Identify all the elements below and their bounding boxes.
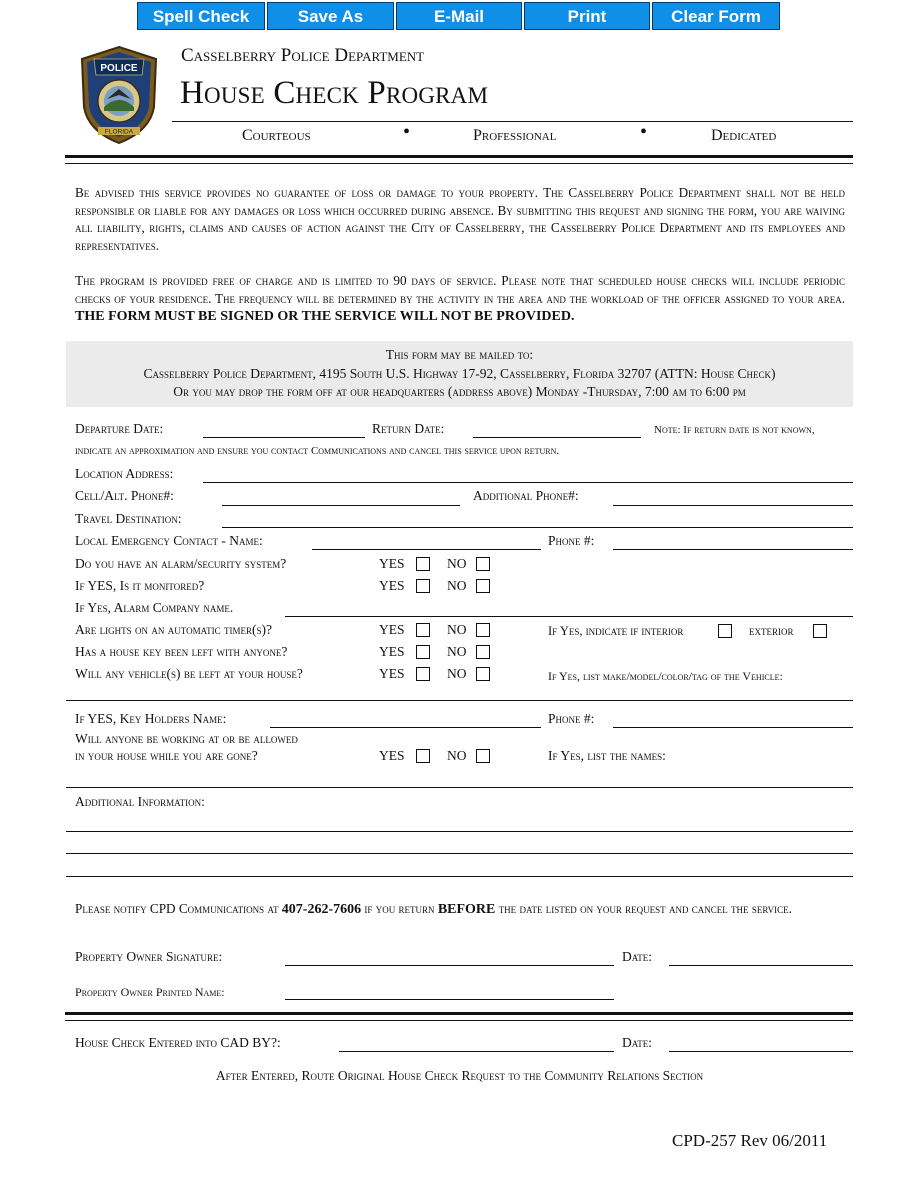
key-holders-label: If YES, Key Holders Name: [75,711,227,726]
lights-no-checkbox[interactable] [476,623,490,637]
cad-entered-field[interactable] [339,1051,614,1052]
return-date-label: Return Date: [372,421,445,436]
motto-professional: Professional [473,127,557,144]
printed-name-label: Property Owner Printed Name: [75,985,225,999]
exterior-checkbox[interactable] [813,624,827,638]
cad-entered-label: House Check Entered into CAD BY?: [75,1035,281,1050]
cad-date-field[interactable] [669,1051,853,1052]
notify-paragraph: Please notify CPD Communications at 407-262-7606 if you return BEFORE the date listed on your request and cancel the service. [75,901,792,917]
program-paragraph: The program is provided free of charge and is limited to 90 days of service. Please note that scheduled house checks will include periodic checks of your residence. The frequency will be determined by the activity in the area and the workload of the officer assigned to your area. THE FORM MUST BE SIGNED OR THE SERVICE WILL NOT BE PROVIDED. [75,273,845,325]
cad-date-label: Date: [622,1035,652,1050]
route-instruction: After Entered, Route Original House Check Request to the Community Relations Section [215,1068,704,1083]
save-as-button[interactable]: Save As [267,2,394,30]
additional-info-label: Additional Information: [75,794,205,809]
no-label: NO [447,556,467,571]
emergency-phone-field[interactable] [613,549,853,550]
return-date-field[interactable] [473,437,641,438]
travel-destination-label: Travel Destination: [75,511,182,526]
police-badge-logo [80,45,158,145]
email-button[interactable]: E-Mail [396,2,522,30]
mail-address: Casselberry Police Department, 4195 South U.S. Highway 17-92, Casselberry, Florida 32707 (ATTN: House Check) [143,366,776,381]
header-rule [172,121,853,122]
printed-name-field[interactable] [285,999,614,1000]
travel-destination-field[interactable] [222,527,853,528]
clear-form-button[interactable]: Clear Form [652,2,780,30]
interior-checkbox[interactable] [718,624,732,638]
cell-phone-label: Cell/Alt. Phone#: [75,488,174,503]
working-no-checkbox[interactable] [476,749,490,763]
no-label: NO [447,748,467,763]
lights-indicate-label: If Yes, indicate if interior [548,624,684,638]
alarm-yes-checkbox[interactable] [416,557,430,571]
key-no-checkbox[interactable] [476,645,490,659]
working-question-line1: Will anyone be working at or be allowed [75,731,298,746]
exterior-label: exterior [749,624,794,638]
motto-bullet: • [640,121,648,143]
additional-info-line[interactable] [66,853,853,854]
print-button[interactable]: Print [524,2,650,30]
monitored-no-checkbox[interactable] [476,579,490,593]
page-title: House Check Program [180,75,489,111]
owner-signature-field[interactable] [285,965,614,966]
additional-phone-field[interactable] [613,505,853,506]
alarm-no-checkbox[interactable] [476,557,490,571]
yes-label: YES [379,644,405,659]
vehicle-no-checkbox[interactable] [476,667,490,681]
no-label: NO [447,666,467,681]
location-address-field[interactable] [203,482,853,483]
key-holders-phone-field[interactable] [613,727,853,728]
departure-date-field[interactable] [203,437,365,438]
owner-signature-label: Property Owner Signature: [75,949,223,964]
location-address-label: Location Address: [75,466,174,481]
department-name: Casselberry Police Department [181,45,425,66]
motto-dedicated: Dedicated [711,127,777,144]
lights-question: Are lights on an automatic timer(s)? [75,622,272,637]
svg-text:POLICE: POLICE [100,63,138,74]
additional-info-line[interactable] [66,876,853,877]
lights-yes-checkbox[interactable] [416,623,430,637]
vehicle-list-label: If Yes, list make/model/color/tag of the Vehicle: [548,669,783,683]
cell-phone-field[interactable] [222,505,460,506]
alarm-company-field[interactable] [285,616,853,617]
key-holders-field[interactable] [270,727,541,728]
mailing-info-box [66,341,853,407]
motto-bullet: • [403,121,411,143]
yes-label: YES [379,578,405,593]
working-question-line2: in your house while you are gone? [75,748,258,763]
vehicle-yes-checkbox[interactable] [416,667,430,681]
motto-courteous: Courteous [242,127,311,144]
list-names-label: If Yes, list the names: [548,748,666,763]
no-label: NO [447,578,467,593]
no-label: NO [447,622,467,637]
emergency-phone-label: Phone #: [548,533,595,548]
mail-dropoff: Or you may drop the form off at our headquarters (address above) Monday -Thursday, 7:00 am to 6:00 pm [173,384,746,399]
yes-label: YES [379,748,405,763]
key-question: Has a house key been left with anyone? [75,644,288,659]
yes-label: YES [379,556,405,571]
yes-label: YES [379,666,405,681]
additional-phone-label: Additional Phone#: [473,488,579,503]
key-holders-phone-label: Phone #: [548,711,595,726]
emergency-contact-field[interactable] [312,549,541,550]
mail-line-1: This form may be mailed to: [385,347,534,362]
names-field[interactable] [66,787,853,788]
return-note: Note: If return date is not known, [654,424,815,436]
office-use-double-rule [65,1012,853,1021]
yes-label: YES [379,622,405,637]
vehicle-question: Will any vehicle(s) be left at your house? [75,666,303,681]
emergency-contact-label: Local Emergency Contact - Name: [75,533,263,548]
form-id: CPD-257 Rev 06/2011 [672,1131,828,1150]
monitored-question: If YES, Is it monitored? [75,578,205,593]
additional-info-line[interactable] [66,831,853,832]
header-double-rule [65,155,853,164]
key-yes-checkbox[interactable] [416,645,430,659]
return-note-continued: indicate an approximation and ensure you contact Communications and cancel this service upon return. [75,445,560,457]
monitored-yes-checkbox[interactable] [416,579,430,593]
svg-text:FLORIDA: FLORIDA [104,128,134,136]
no-label: NO [447,644,467,659]
signature-date-label: Date: [622,949,652,964]
alarm-company-label: If Yes, Alarm Company name. [75,600,234,615]
alarm-question: Do you have an alarm/security system? [75,556,287,571]
working-yes-checkbox[interactable] [416,749,430,763]
signature-date-field[interactable] [669,965,853,966]
departure-date-label: Departure Date: [75,421,164,436]
spell-check-button[interactable]: Spell Check [137,2,265,30]
disclaimer-paragraph: Be advised this service provides no guarantee of loss or damage to your property. The Casselberry Police Department shall not be held responsible or liable for any damages or loss which occurred during absence. By submitting this request and signing the form, you are waiving all liability, rights, claims and causes of action against the City of Casselberry, the Casselberry Police Department and its employees and representatives. [75,185,845,253]
vehicle-details-field[interactable] [66,700,853,701]
